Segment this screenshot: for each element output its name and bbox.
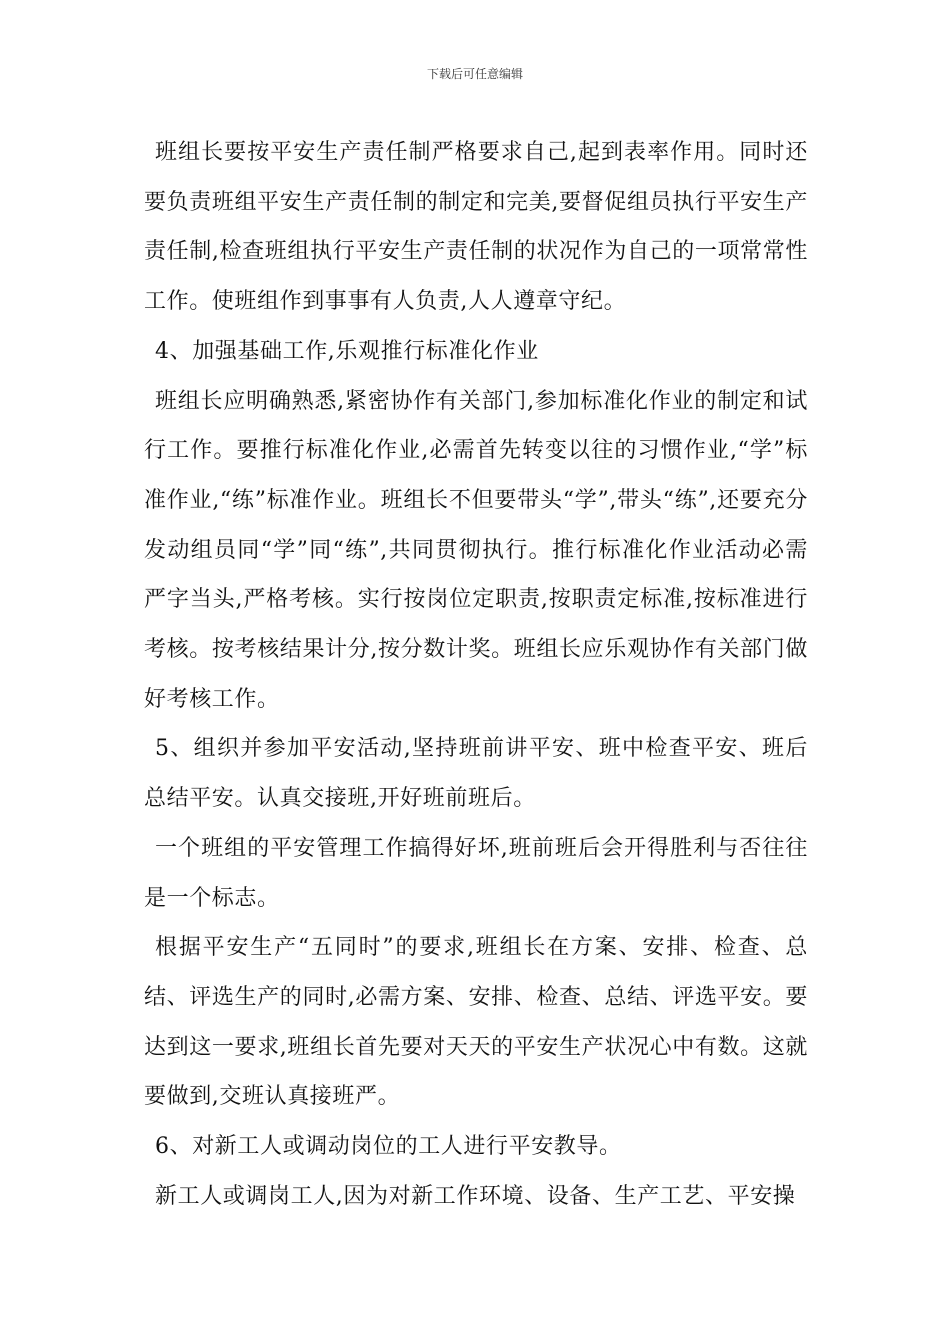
- heading-item-5: 5、组织并参加平安活动,坚持班前讲平安、班中检查平安、班后总结平安。认真交接班,开好班前班后。: [144, 736, 808, 812]
- paragraph-new-workers: 新工人或调岗工人,因为对新工作环境、设备、生产工艺、平安操: [155, 1183, 796, 1209]
- heading-item-4: 4、加强基础工作,乐观推行标准化作业: [155, 338, 539, 364]
- paragraph-five-simultaneous: 根据平安生产“五同时”的要求,班组长在方案、安排、检查、总结、评选生产的同时,必需方案、安排、检查、总结、评选平安。要达到这一要求,班组长首先要对天天的平安生产状况心中有数。这就要做到,交班认真接班严。: [144, 935, 808, 1110]
- page-header: 下载后可任意编辑: [426, 67, 523, 81]
- paragraph-shift-meeting: 一个班组的平安管理工作搞得好坏,班前班后会开得胜利与否往往是一个标志。: [144, 835, 808, 911]
- document-body: [144, 128, 808, 1221]
- heading-item-6: 6、对新工人或调动岗位的工人进行平安教导。: [155, 1134, 622, 1160]
- paragraph-standardization: 班组长应明确熟悉,紧密协作有关部门,参加标准化作业的制定和试行工作。要推行标准化作业,必需首先转变以往的习惯作业,“学”标准作业,“练”标准作业。班组长不但要带头“学”,带头“练”,还要充分发动组员同“学”同“练”,共同贯彻执行。推行标准化作业活动必需严字当头,严格考核。实行按岗位定职责,按职责定标准,按标准进行考核。按考核结果计分,按分数计奖。班组长应乐观协作有关部门做好考核工作。: [144, 388, 808, 712]
- paragraph-responsibility: 班组长要按平安生产责任制严格要求自己,起到表率作用。同时还要负责班组平安生产责任制的制定和完美,要督促组员执行平安生产责任制,检查班组执行平安生产责任制的状况作为自己的一项常常性工作。使班组作到事事有人负责,人人遵章守纪。: [144, 140, 808, 315]
